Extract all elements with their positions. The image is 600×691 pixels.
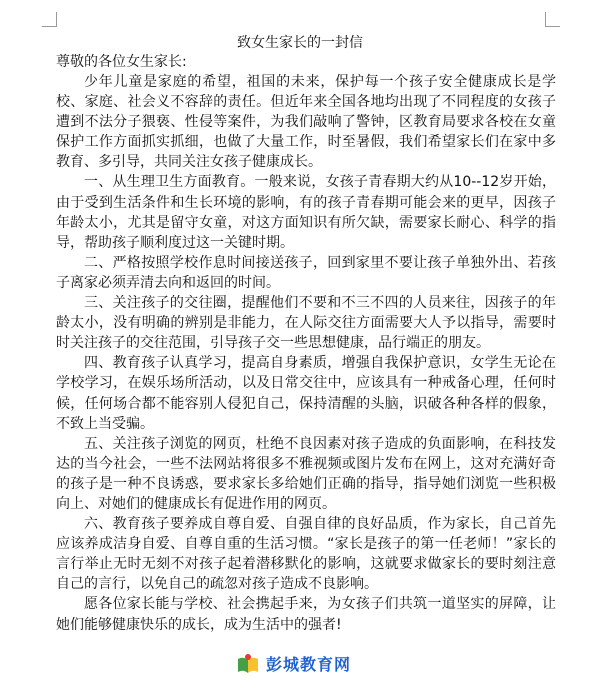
paragraph-closing: 愿各位家长能与学校、社会携起手来，为女孩子们共筑一道坚实的屏障，让她们能够健康快乐的成长，成为生活中的强者! <box>56 596 556 633</box>
letter-body <box>56 72 556 635</box>
logo-text: 彭城教育网 <box>266 655 352 674</box>
paragraph-item-1: 一、从生理卫生方面教育。一般来说，女孩子青春期大约从10--12岁开始，由于受到生活条件和生长环境的影响，有的孩子青春期可能会来的更早，因孩子年龄太小，尤其是留守女童，对这方面知识有所欠缺，需要家长耐心、科学的指导，帮助孩子顺利度过这一关键时期。 <box>56 174 556 251</box>
letter-greeting: 尊敬的各位女生家长: <box>56 54 187 70</box>
site-logo-watermark <box>236 652 351 675</box>
letter-title: 致女生家长的一封信 <box>237 35 363 51</box>
paragraph-item-5: 五、关注孩子浏览的网页，杜绝不良因素对孩子造成的负面影响，在科技发达的当今社会，一些不法网站将很多不雅视频或图片发布在网上，这对充满好奇的孩子是一种不良诱惑，要求家长多给她们正确的指导，指导她们浏览一些积极向上、对她们的健康成长有促进作用的网页。 <box>56 435 556 512</box>
paragraph-intro: 少年儿童是家庭的希望，祖国的未来，保护每一个孩子安全健康成长是学校、家庭、社会义不容辞的责任。但近年来全国各地均出现了不同程度的女孩子遭到不法分子猥亵、性侵等案件，为我们敲响了警钟，区教育局要求各校在女童保护工作方面抓实抓细，也做了大量工作，时至暑假，我们希望家长们在家中多教育、多引导，共同关注女孩子健康成长。 <box>56 74 556 171</box>
open-book-icon <box>236 653 260 675</box>
paragraph-item-6: 六、教育孩子要养成自尊自爱、自强自律的良好品质，作为家长，自己首先应该养成洁身自爱、自尊自重的生活习惯。“家长是孩子的第一任老师！”家长的言行举止无时无刻不对孩子起着潜移默化的影响，这就要求做家长的要时刻注意自己的言行，以免自己的疏忽对孩子造成不良影响。 <box>56 516 556 593</box>
page-corner-mark <box>545 12 560 27</box>
paragraph-item-2: 二、严格按照学校作息时间接送孩子，回到家里不要让孩子单独外出、若孩子离家必须弄清去向和返回的时间。 <box>56 254 556 291</box>
paragraph-item-4: 四、教育孩子认真学习，提高自身素质，增强自我保护意识，女学生无论在学校学习，在娱乐场所活动，以及日常交往中，应该具有一种戒备心理，任何时候，任何场合都不能容别人侵犯自己，保持清醒的头脑，识破各种各样的假象，不致上当受骗。 <box>56 355 556 432</box>
page-corner-mark <box>42 12 57 27</box>
paragraph-item-3: 三、关注孩子的交往圈，提醒他们不要和不三不四的人员来往，因孩子的年龄太小，没有明确的辨别是非能力，在人际交往方面需要大人予以指导，需要时时关注孩子的交往范围，引导孩子交一些思想健康，品行端正的朋友。 <box>56 295 556 352</box>
